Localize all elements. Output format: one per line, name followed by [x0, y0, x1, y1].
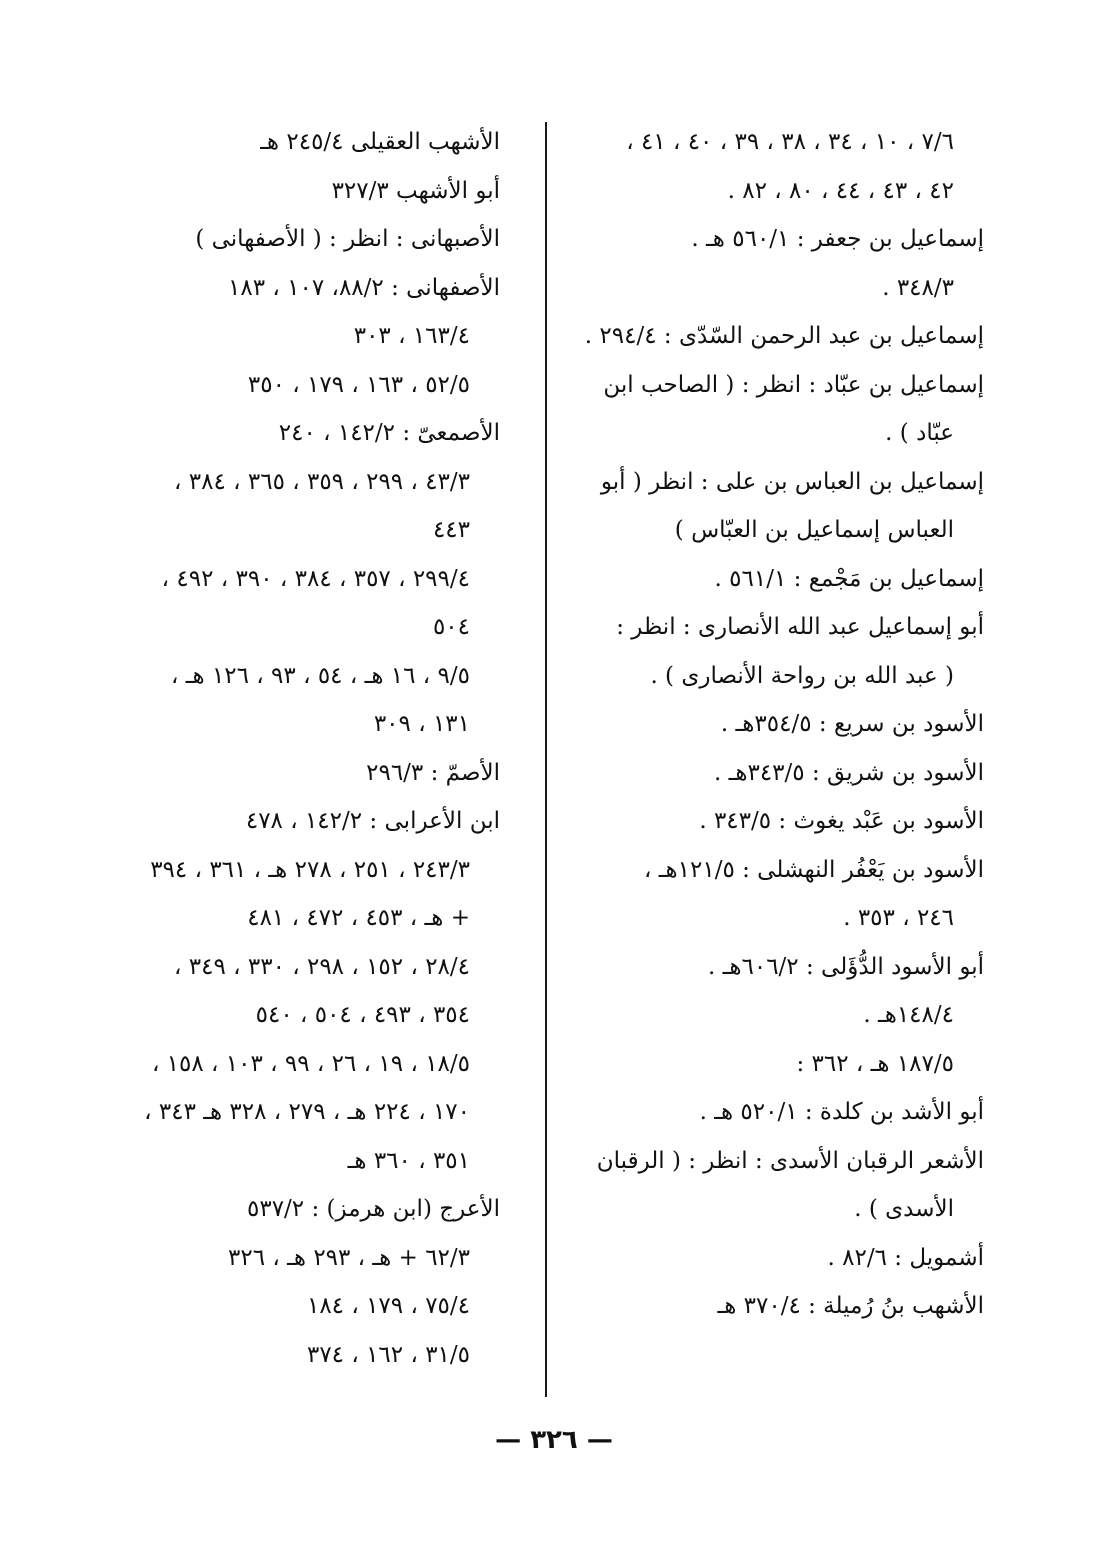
index-entry-line: الأشعر الرقبان الأسدى : انظر : ( الرقبان	[596, 1147, 984, 1174]
index-entry-line: ١٤٨/٤هـ .	[863, 1002, 954, 1028]
index-entry-line: ٢٤٣/٣ ، ٢٥١ ، ٢٧٨ هـ ، ٣٦١ ، ٣٩٤	[150, 856, 470, 883]
index-entry-line: ٢٩٩/٤ ، ٣٥٧ ، ٣٨٤ ، ٣٩٠ ، ٤٩٢ ،	[161, 565, 470, 592]
index-entry-line: الأسود بن سريع : ٣٥٤/٥هـ .	[720, 711, 984, 737]
index-entry-line: ٣١/٥ ، ١٦٢ ، ٣٧٤	[306, 1341, 470, 1368]
page-number: — ٣٢٦ —	[495, 1425, 613, 1455]
index-entry-line: + هـ ، ٤٥٣ ، ٤٧٢ ، ٤٨١	[247, 905, 470, 931]
index-entry-line: ٧/٦ ، ١٠ ، ٣٤ ، ٣٨ ، ٣٩ ، ٤٠ ، ٤١ ،	[626, 129, 954, 155]
index-entry-line: إسماعيل بن عبّاد : انظر : ( الصاحب ابن	[603, 371, 984, 398]
index-entry-line: أبو الأسود الدُّؤَلى : ٦٠٦/٢هـ .	[708, 953, 984, 980]
index-entry-line: العباس إسماعيل بن العبّاس )	[674, 517, 954, 543]
index-entry-line: ٤٢ ، ٤٣ ، ٤٤ ، ٨٠ ، ٨٢ .	[727, 177, 954, 204]
index-entry-line: ٧٥/٤ ، ١٧٩ ، ١٨٤	[306, 1293, 470, 1319]
index-entry-line: إسماعيل بن جعفر : ٥٦٠/١ هـ .	[691, 226, 984, 252]
column-divider	[545, 122, 547, 1397]
index-entry-line: الأصبهانى : انظر : ( الأصفهانى )	[195, 226, 500, 252]
index-entry-line: ٢٤٦ ، ٣٥٣ .	[843, 905, 954, 931]
index-entry-line: إسماعيل بن عبد الرحمن السّدّى : ٢٩٤/٤ .	[584, 323, 984, 349]
index-entry-line: أبو الأشد بن كلدة : ٥٢٠/١ هـ .	[699, 1099, 984, 1125]
index-entry-line: ١٣١ ، ٣٠٩	[373, 711, 470, 737]
index-entry-line: ٣٤٨/٣ .	[882, 274, 954, 301]
index-entry-line: ٣٥٤ ، ٤٩٣ ، ٥٠٤ ، ٥٤٠	[255, 1002, 470, 1028]
index-entry-line: عبّاد ) .	[885, 420, 954, 446]
index-entry-line: ٩/٥ ، ١٦ هـ ، ٥٤ ، ٩٣ ، ١٢٦ هـ ،	[171, 662, 470, 689]
index-entry-line: ( عبد الله بن رواحة الأنصارى ) .	[650, 662, 954, 689]
index-entry-line: الأصمّ : ٢٩٦/٣	[366, 759, 500, 786]
index-entry-line: ٦٢/٣ + هـ ، ٢٩٣ هـ ، ٣٢٦	[228, 1244, 470, 1271]
index-entry-line: ٤٤٣	[432, 517, 470, 543]
left-column	[88, 118, 500, 1379]
index-entry-line: ٥٢/٥ ، ١٦٣ ، ١٧٩ ، ٣٥٠	[247, 371, 470, 398]
index-entry-line: ١٨/٥ ، ١٩ ، ٢٦ ، ٩٩ ، ١٠٣ ، ١٥٨ ،	[151, 1050, 470, 1077]
index-entry-line: إسماعيل بن مَجْمع : ٥٦١/١ .	[714, 565, 984, 592]
index-entry-line: أبو إسماعيل عبد الله الأنصارى : انظر :	[616, 614, 984, 640]
index-entry-line: الأصمعىّ : ١٤٢/٢ ، ٢٤٠	[278, 420, 500, 446]
index-entry-line: ٤٣/٣ ، ٢٩٩ ، ٣٥٩ ، ٣٦٥ ، ٣٨٤ ،	[174, 468, 470, 495]
index-entry-line: ابن الأعرابى : ١٤٢/٢ ، ٤٧٨	[245, 808, 500, 834]
index-entry-line: ٣٥١ ، ٣٦٠ هـ	[347, 1147, 470, 1174]
index-entry-line: ٥٠٤	[432, 614, 470, 640]
index-entry-line: ٢٨/٤ ، ١٥٢ ، ٢٩٨ ، ٣٣٠ ، ٣٤٩ ،	[174, 953, 470, 980]
index-entry-line: ١٧٠ ، ٢٢٤ هـ ، ٢٧٩ ، ٣٢٨ هـ ٣٤٣ ،	[144, 1099, 470, 1125]
index-entry-line: الأسود بن شريق : ٣٤٣/٥هـ .	[713, 759, 984, 786]
index-entry-line: ١٨٧/٥ هـ ، ٣٦٢ :	[796, 1050, 954, 1077]
index-entry-line: الأسود بن يَعْفُر النهشلى : ١٢١/٥هـ ،	[644, 856, 984, 883]
index-entry-line: ١٦٣/٤ ، ٣٠٣	[353, 323, 470, 349]
index-entry-line: أشمويل : ٨٢/٦ .	[827, 1244, 984, 1271]
index-entry-line: الأسدى ) .	[854, 1196, 954, 1222]
right-column	[572, 118, 984, 1331]
index-entry-line: الأشهب العقيلى ٢٤٥/٤ هـ	[260, 129, 500, 155]
index-entry-line: الأعرج (ابن هرمز) : ٥٣٧/٢	[246, 1196, 500, 1222]
index-entry-line: الأصفهانى : ٨٨/٢، ١٠٧ ، ١٨٣	[228, 274, 500, 301]
index-entry-line: أبو الأشهب ٣٢٧/٣	[331, 177, 500, 204]
index-entry-line: إسماعيل بن العباس بن على : انظر ( أبو	[600, 468, 984, 495]
index-entry-line: الأشهب بنُ رُميلة : ٣٧٠/٤ هـ	[717, 1293, 984, 1319]
index-entry-line: الأسود بن عَبْد يغوث : ٣٤٣/٥ .	[699, 808, 984, 834]
